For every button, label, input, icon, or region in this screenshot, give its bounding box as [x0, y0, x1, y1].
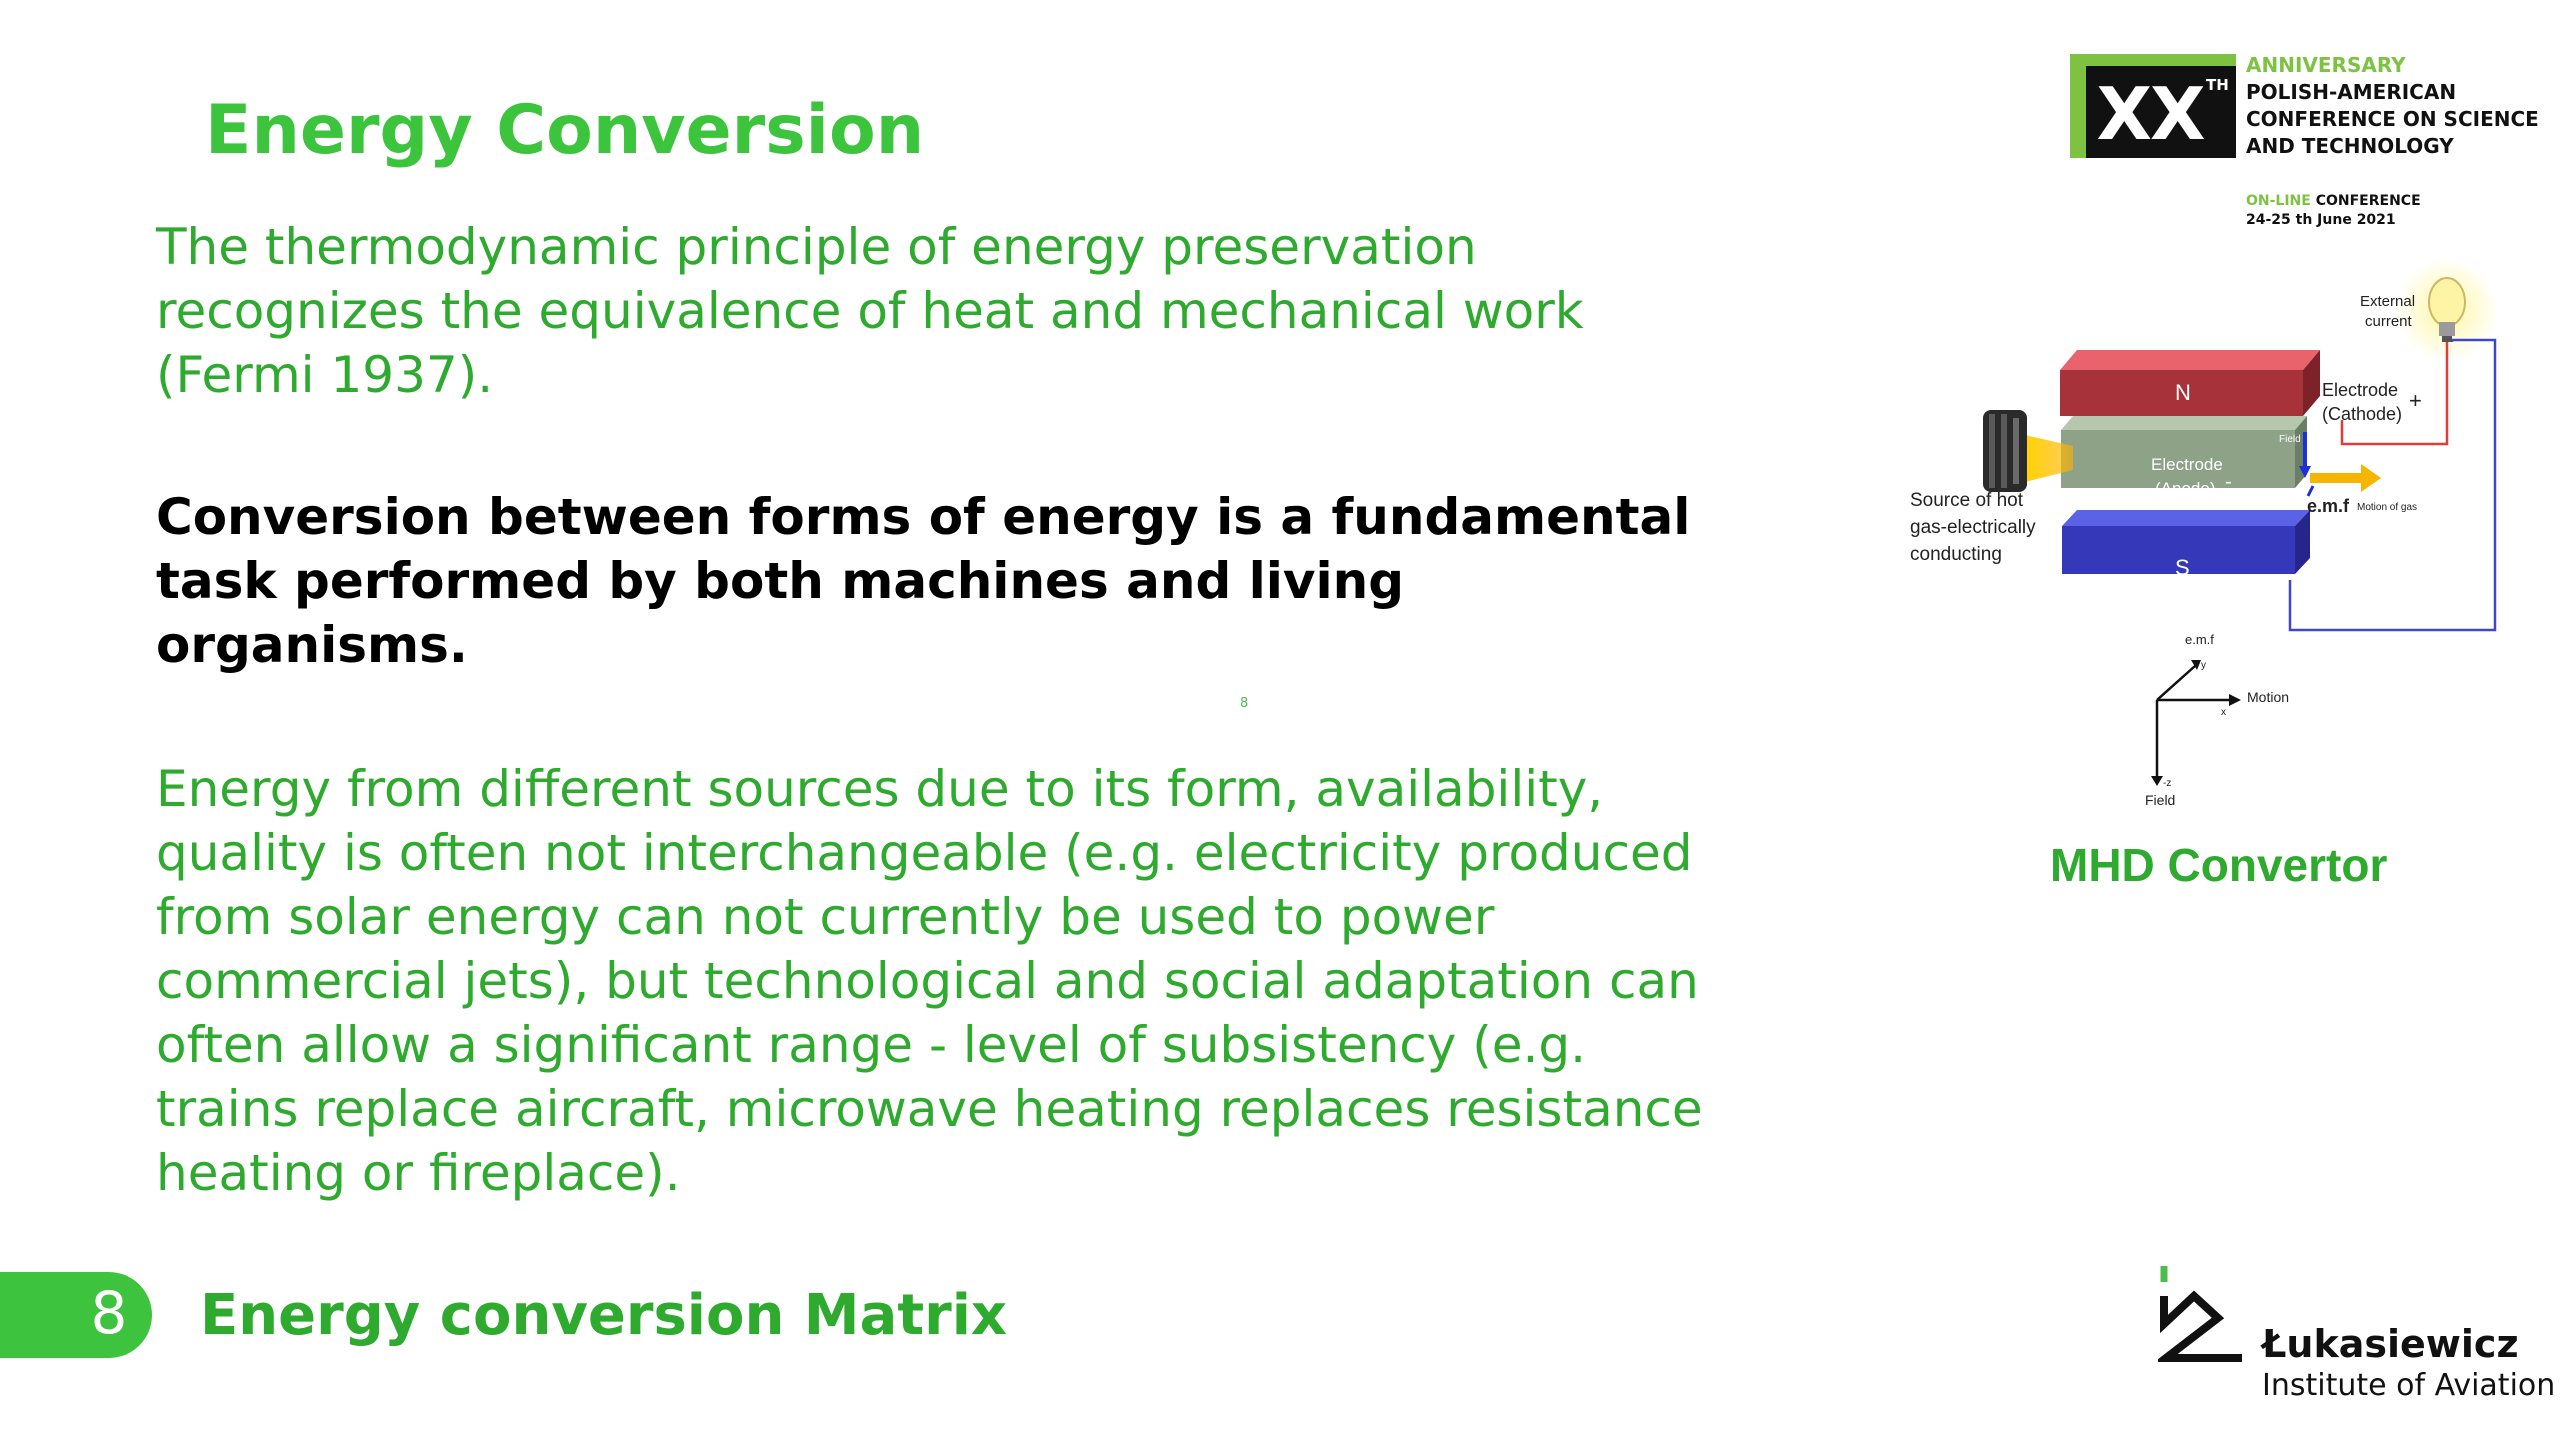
label-field-small: Field [2279, 434, 2301, 445]
axis-label-z: -z [2163, 778, 2172, 789]
mhd-convertor-caption: MHD Convertor [2050, 839, 2388, 891]
label-electrode-cathode-2: (Cathode) [2322, 404, 2403, 424]
institute-name: Łukasiewicz [2262, 1322, 2519, 1366]
conference-anniversary: ANNIVERSARY [2246, 53, 2406, 77]
label-electrode-cathode-1: Electrode [2322, 380, 2399, 400]
axis-label-y: y [2201, 660, 2206, 671]
conference-online-prefix: ON-LINE [2246, 193, 2311, 209]
mhd-convertor-diagram [1895, 250, 2535, 820]
conference-name-line-2: CONFERENCE ON SCIENCE [2246, 107, 2539, 131]
label-magnet-n: N [2175, 380, 2191, 405]
label-source-3: conducting [1910, 544, 2002, 565]
conference-numeral: XX [2096, 72, 2204, 156]
label-source-2: gas-electrically [1910, 517, 2036, 538]
label-electrode-anode-1: Electrode [2151, 455, 2223, 474]
label-electrode-anode-2: (Anode) [2155, 479, 2216, 498]
conference-dates: 24-25 th June 2021 [2246, 212, 2396, 228]
label-emf: e.m.f [2307, 496, 2350, 516]
gas-nozzle-icon [1983, 410, 2027, 492]
slide-number: 8 [90, 1279, 128, 1347]
motion-arrowhead [2361, 464, 2381, 492]
conference-name-line-3: AND TECHNOLOGY [2246, 134, 2454, 158]
institute-subtitle: Institute of Aviation [2262, 1368, 2556, 1403]
paragraph-conversion-fundamental: Conversion between forms of energy is a fundamental task performed by both machines and living organisms. [156, 488, 1691, 674]
axis-label-field: Field [2145, 792, 2176, 808]
slide-title: Energy Conversion [205, 91, 925, 170]
axis-label-motion: Motion [2247, 689, 2290, 705]
label-minus: - [2225, 471, 2232, 493]
conference-name-line-1: POLISH-AMERICAN [2246, 80, 2457, 104]
axis-label-emf: e.m.f [2185, 632, 2214, 647]
emf-arrow [2308, 486, 2313, 496]
conference-online-label [2246, 193, 2421, 209]
axis-label-x: x [2221, 707, 2226, 718]
paragraph-thermodynamics: The thermodynamic principle of energy preservation recognizes the equivalence of heat and mechanical work (Fermi 1937). [156, 218, 1584, 404]
label-source-1: Source of hot [1910, 490, 2024, 511]
page-mark: 8 [1240, 696, 1249, 711]
conference-numeral-superscript: TH [2206, 76, 2229, 94]
conference-online-suffix: CONFERENCE [2310, 193, 2421, 209]
label-external-current-2: current [2365, 313, 2412, 330]
label-motion-of-gas: Motion of gas [2357, 502, 2418, 513]
label-magnet-s: S [2175, 555, 2190, 580]
coordinate-axes [2151, 660, 2241, 786]
label-plus: + [2409, 388, 2422, 413]
lukasiewicz-logo-icon [2158, 1262, 2248, 1366]
paragraph-energy-sources: Energy from different sources due to its form, availability, quality is often not interchangeable (e.g. electricity produced from solar energy can not currently be used to power commercial jets), but technological and social adaptation can often allow a significant range - level of subsistency (e.g. trains replace aircraft, microwave heating replaces resistance heating or fireplace). [156, 760, 1703, 1202]
label-external-current-1: External [2360, 293, 2416, 310]
footer-section-title: Energy conversion Matrix [200, 1283, 1008, 1348]
electrode-anode [2061, 416, 2307, 488]
